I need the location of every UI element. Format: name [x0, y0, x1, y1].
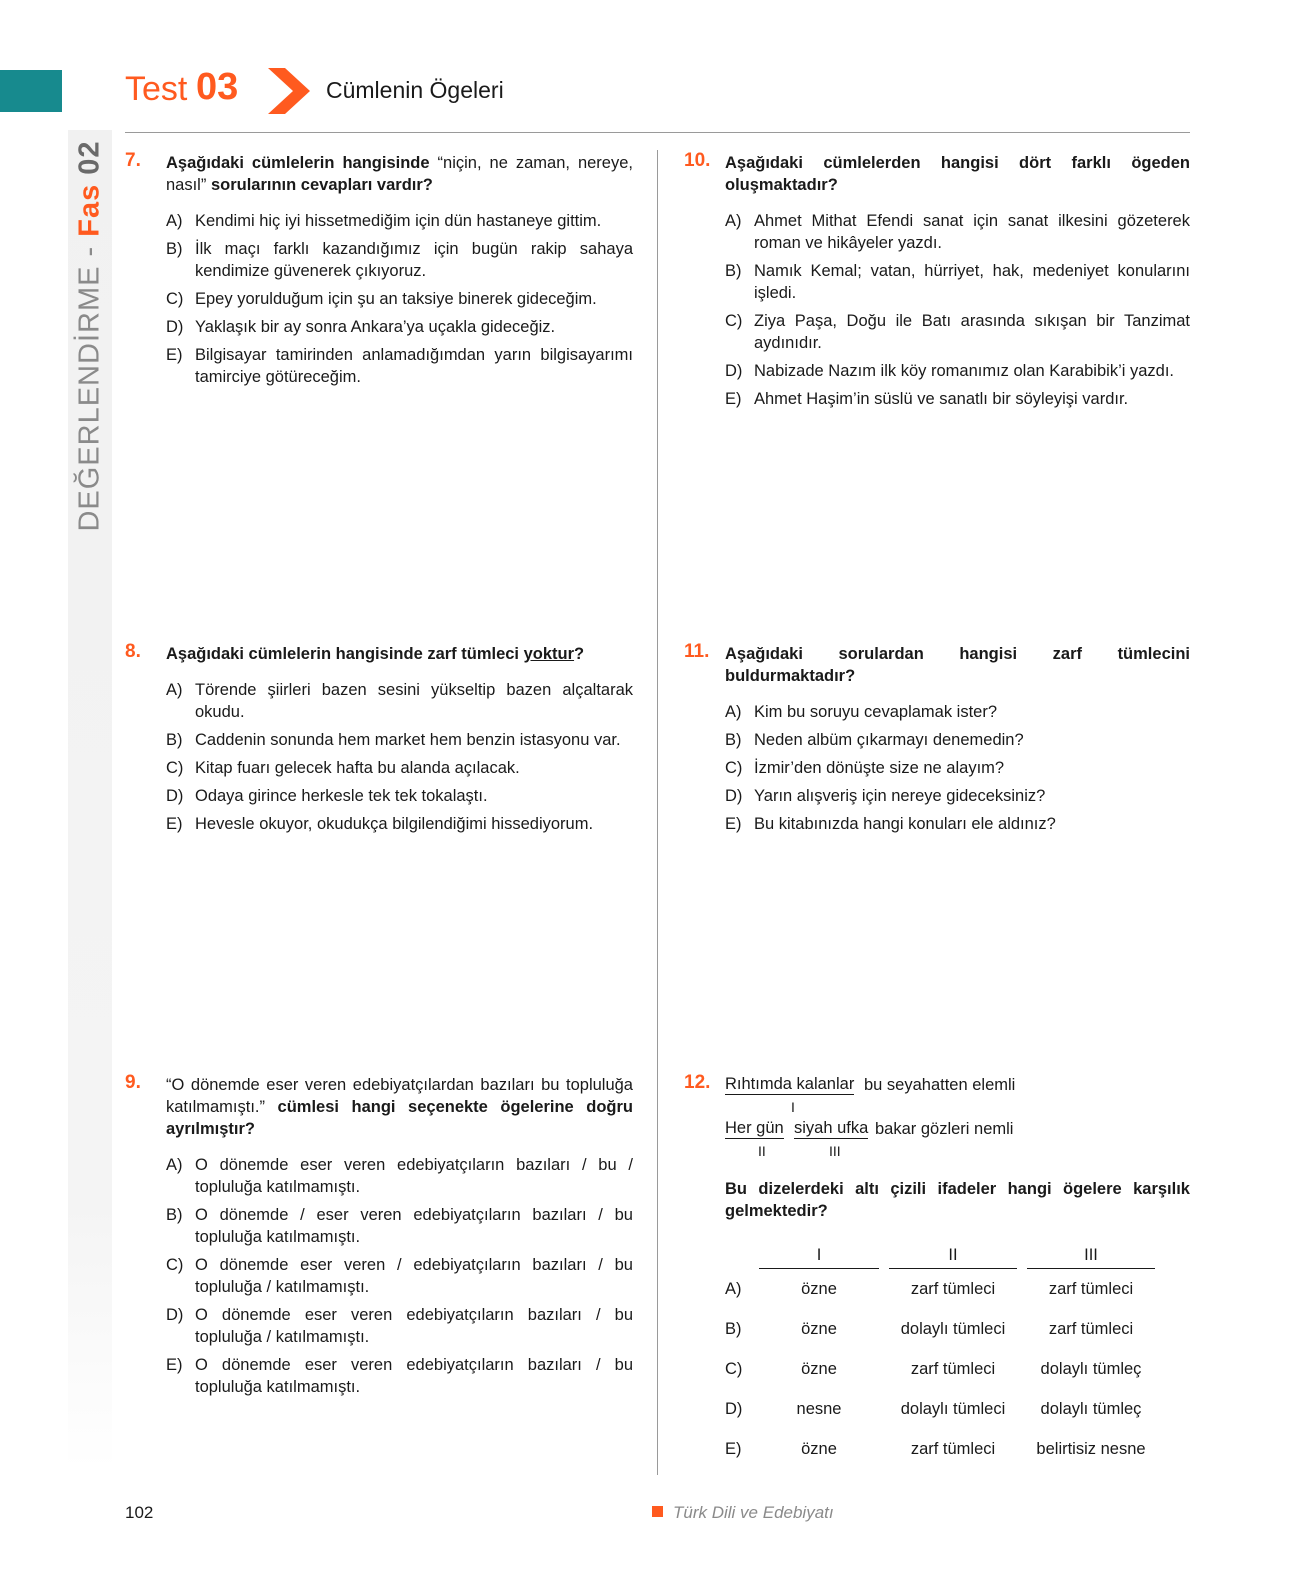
sidebar-label	[74, 140, 107, 531]
option-c[interactable]	[725, 757, 1190, 779]
options-list	[166, 210, 633, 388]
table-row[interactable]	[725, 1269, 1155, 1310]
option-text: Namık Kemal; vatan, hürriyet, hak, medeniyet konularını işledi.	[754, 262, 1190, 302]
option-text: Epey yorulduğum için şu an taksiye binerek gideceğim.	[195, 290, 597, 308]
option-text: Bilgisayar tamirinden anlamadığımdan yarın bilgisayarımı tamirciye götüreceğim.	[195, 346, 633, 386]
underlined-phrase-1: Rıhtımda kalanlar	[725, 1075, 855, 1093]
question-number: 11.	[684, 641, 710, 662]
option-d[interactable]	[725, 360, 1190, 382]
option-letter: B)	[725, 1320, 742, 1338]
roman-marks-1	[725, 1096, 1190, 1118]
option-letter: C)	[166, 1256, 184, 1274]
question-9	[125, 1074, 633, 1404]
column-divider	[657, 150, 658, 1475]
option-letter: E)	[166, 346, 183, 364]
option-text: O dönemde eser veren edebiyatçıların bazıları / bu / topluluğa katılmamıştı.	[195, 1156, 633, 1196]
options-list	[725, 210, 1190, 410]
options-list	[166, 1154, 633, 1398]
header-gap	[879, 1242, 889, 1269]
option-letter: A)	[725, 1279, 742, 1298]
page-title: Cümlenin Ögeleri	[326, 77, 504, 103]
option-text: İlk maçı farklı kazandığımız için bugün rakip sahaya kendimize güvenerek çıkıyoruz.	[195, 240, 633, 280]
option-letter: B)	[725, 731, 742, 749]
square-bullet-icon	[652, 1506, 663, 1517]
question-stem: Aşağıdaki cümlelerden hangisi dört farklı ögeden oluşmaktadır?	[725, 154, 1190, 194]
option-letter: A)	[166, 1156, 183, 1174]
option-text: İzmir’den dönüşte size ne alayım?	[754, 759, 1005, 777]
sidebar-fasikul: Fas	[73, 183, 106, 237]
option-text: Törende şiirleri bazen sesini yükseltip bazen alçaltarak okudu.	[195, 681, 633, 721]
option-b[interactable]	[166, 729, 633, 751]
table-header	[725, 1242, 1155, 1269]
option-letter: D)	[166, 318, 184, 336]
mark-iii: III	[829, 1143, 841, 1159]
question-11	[684, 643, 1190, 841]
option-letter: B)	[166, 1206, 183, 1224]
option-letter: C)	[166, 759, 184, 777]
poem-text: bakar gözleri nemli	[875, 1120, 1014, 1138]
answer-table	[725, 1242, 1155, 1469]
options-list	[725, 701, 1190, 835]
cell-i: özne	[801, 1360, 837, 1378]
question-stem	[166, 643, 633, 665]
question-stem: Aşağıdaki sorulardan hangisi zarf tümlecini buldurmaktadır?	[725, 645, 1190, 685]
stem-normal: “O dönemde eser veren edebiyatçılardan bazıları bu topluluğa katılmamıştı.”	[166, 1076, 633, 1116]
option-a[interactable]	[166, 210, 633, 232]
cell-ii: dolaylı tümleci	[900, 1320, 1006, 1338]
question-number: 12.	[684, 1072, 711, 1093]
stem-text: Aşağıdaki cümlelerin hangisinde zarf tümleci	[166, 645, 524, 663]
option-text: Neden albüm çıkarmayı denemedin?	[754, 731, 1024, 749]
sidebar-section: DEĞERLENDİRME -	[73, 236, 106, 532]
option-c[interactable]	[166, 288, 633, 310]
option-d[interactable]	[166, 316, 633, 338]
option-letter: C)	[725, 312, 743, 330]
stem-bold: Aşağıdaki cümlelerin hangisinde	[166, 154, 430, 172]
mark-ii: II	[758, 1143, 766, 1159]
cell-i: nesne	[796, 1400, 842, 1418]
question-7	[125, 152, 633, 394]
book-title: Türk Dili ve Edebiyatı	[673, 1503, 834, 1522]
poem-line-1	[725, 1074, 1190, 1096]
option-text: Kendimi hiç iyi hissetmediğim için dün hastaneye gittim.	[195, 212, 602, 230]
question-number: 9.	[125, 1072, 141, 1093]
question-8	[125, 643, 633, 841]
cell-iii: zarf tümleci	[1048, 1320, 1134, 1338]
table-row[interactable]	[725, 1349, 1155, 1389]
options-list	[166, 679, 633, 835]
option-text: O dönemde / eser veren edebiyatçıların bazıları / bu topluluğa katılmamıştı.	[195, 1206, 633, 1246]
mark-i: I	[791, 1099, 795, 1115]
question-12	[684, 1074, 1190, 1469]
cell-ii: dolaylı tümleci	[900, 1400, 1006, 1418]
option-text: Bu kitabınızda hangi konuları ele aldınız?	[754, 815, 1056, 833]
option-c[interactable]	[166, 1254, 633, 1298]
option-b[interactable]	[725, 729, 1190, 751]
option-letter: D)	[725, 362, 743, 380]
option-letter: B)	[166, 240, 183, 258]
option-letter: B)	[725, 262, 742, 280]
table-row[interactable]	[725, 1309, 1155, 1349]
option-a[interactable]	[725, 701, 1190, 723]
option-text: Nabizade Nazım ilk köy romanımız olan Karabibik’i yazdı.	[754, 362, 1175, 380]
sidebar-number: 02	[73, 140, 106, 175]
option-letter: E)	[725, 390, 742, 408]
option-text: Yaklaşık bir ay sonra Ankara’ya uçakla gideceğiz.	[195, 318, 556, 336]
option-letter: D)	[725, 787, 743, 805]
option-text: O dönemde eser veren edebiyatçıların bazıları / bu topluluğa katılmamıştı.	[195, 1356, 633, 1396]
option-text: Odaya girince herkesle tek tek tokalaştı.	[195, 787, 488, 805]
cell-iii: zarf tümleci	[1048, 1280, 1134, 1298]
option-letter: E)	[166, 815, 183, 833]
stem-normal: “niçin, ne zaman, nereye, nasıl”	[166, 154, 633, 194]
table-row[interactable]	[725, 1429, 1155, 1469]
cell-iii: dolaylı tümleç	[1040, 1360, 1142, 1378]
header-iii: III	[1027, 1242, 1155, 1269]
question-stem	[166, 1074, 633, 1140]
option-c[interactable]	[725, 310, 1190, 354]
question-number: 8.	[125, 641, 141, 662]
poem-line-2	[725, 1118, 1190, 1140]
cell-i: özne	[801, 1280, 837, 1298]
option-text: Caddenin sonunda hem market hem benzin istasyonu var.	[195, 731, 621, 749]
option-a[interactable]	[725, 210, 1190, 254]
option-letter: A)	[725, 703, 742, 721]
option-text: Ahmet Haşim’in süslü ve sanatlı bir söyleyişi vardır.	[754, 390, 1129, 408]
option-text: Ahmet Mithat Efendi sanat için sanat ilkesini gözeterek roman ve hikâyeler yazdı.	[754, 212, 1190, 252]
underlined-phrase-3: siyah ufka	[794, 1119, 869, 1137]
option-letter: E)	[166, 1356, 183, 1374]
cell-ii: zarf tümleci	[910, 1360, 996, 1378]
option-letter: B)	[166, 731, 183, 749]
stem-bold: sorularının cevapları vardır?	[206, 176, 433, 194]
stem-text: ?	[574, 645, 585, 663]
page-number: 102	[125, 1503, 154, 1522]
question-number: 10.	[684, 150, 711, 171]
option-c[interactable]	[166, 757, 633, 779]
header-spacer	[725, 1242, 759, 1269]
header-gap	[1017, 1242, 1027, 1269]
header-divider	[125, 132, 1190, 133]
question-stem	[166, 152, 633, 196]
option-b[interactable]	[725, 260, 1190, 304]
option-text: Kitap fuarı gelecek hafta bu alanda açılacak.	[195, 759, 520, 777]
option-letter: A)	[166, 681, 183, 699]
header-i: I	[759, 1242, 879, 1269]
underlined-phrase-2: Her gün	[725, 1119, 784, 1137]
option-e[interactable]	[166, 813, 633, 835]
question-stem: Bu dizelerdeki altı çizili ifadeler hangi ögelere karşılık gelmektedir?	[725, 1180, 1190, 1220]
option-letter: D)	[725, 1400, 743, 1418]
option-d[interactable]	[166, 785, 633, 807]
teal-tab-marker	[0, 70, 62, 112]
cell-iii: dolaylı tümleç	[1040, 1400, 1142, 1418]
option-letter: D)	[166, 1306, 184, 1324]
stem-bold: cümlesi hangi seçenekte ögelerine doğru ayrılmıştır?	[166, 1098, 633, 1138]
stem-underlined: yoktur	[523, 645, 575, 663]
test-number: 03	[196, 66, 239, 108]
option-b[interactable]	[166, 1204, 633, 1248]
option-letter: A)	[725, 212, 742, 230]
option-letter: D)	[166, 787, 184, 805]
option-letter: A)	[166, 212, 183, 230]
option-a[interactable]	[166, 1154, 633, 1198]
option-text: Hevesle okuyor, okudukça bilgilendiğimi hissediyorum.	[195, 815, 594, 833]
cell-i: özne	[801, 1440, 837, 1458]
option-letter: E)	[725, 1440, 742, 1458]
option-letter: C)	[725, 1360, 743, 1378]
option-d[interactable]	[725, 785, 1190, 807]
cell-ii: zarf tümleci	[910, 1280, 996, 1298]
test-label: Test	[125, 70, 188, 108]
roman-marks-2	[725, 1140, 1190, 1162]
question-number: 7.	[125, 150, 141, 171]
option-e[interactable]	[725, 388, 1190, 410]
option-text: Yarın alışveriş için nereye gideceksiniz?	[754, 787, 1046, 805]
cell-iii: belirtisiz nesne	[1036, 1440, 1146, 1458]
poem-text: bu seyahatten elemli	[864, 1076, 1016, 1094]
option-d[interactable]	[166, 1304, 633, 1348]
option-b[interactable]	[166, 238, 633, 282]
cell-ii: zarf tümleci	[910, 1440, 996, 1458]
footer-book-title	[652, 1503, 834, 1523]
option-text: Kim bu soruyu cevaplamak ister?	[754, 703, 998, 721]
option-e[interactable]	[166, 344, 633, 388]
header-ii: II	[889, 1242, 1017, 1269]
poem-lines	[725, 1074, 1190, 1162]
option-letter: C)	[166, 290, 184, 308]
option-text: O dönemde eser veren / edebiyatçıların bazıları / bu topluluğa / katılmamıştı.	[195, 1256, 633, 1296]
question-10	[684, 152, 1190, 416]
option-text: Ziya Paşa, Doğu ile Batı arasında sıkışan bir Tanzimat aydınıdır.	[754, 312, 1190, 352]
option-letter: C)	[725, 759, 743, 777]
option-e[interactable]	[166, 1354, 633, 1398]
option-text: O dönemde eser veren edebiyatçıların bazıları / bu topluluğa / katılmamıştı.	[195, 1306, 633, 1346]
chevron-right-icon	[268, 68, 310, 114]
cell-i: özne	[801, 1320, 837, 1338]
option-e[interactable]	[725, 813, 1190, 835]
option-letter: E)	[725, 815, 742, 833]
option-a[interactable]	[166, 679, 633, 723]
table-row[interactable]	[725, 1389, 1155, 1429]
